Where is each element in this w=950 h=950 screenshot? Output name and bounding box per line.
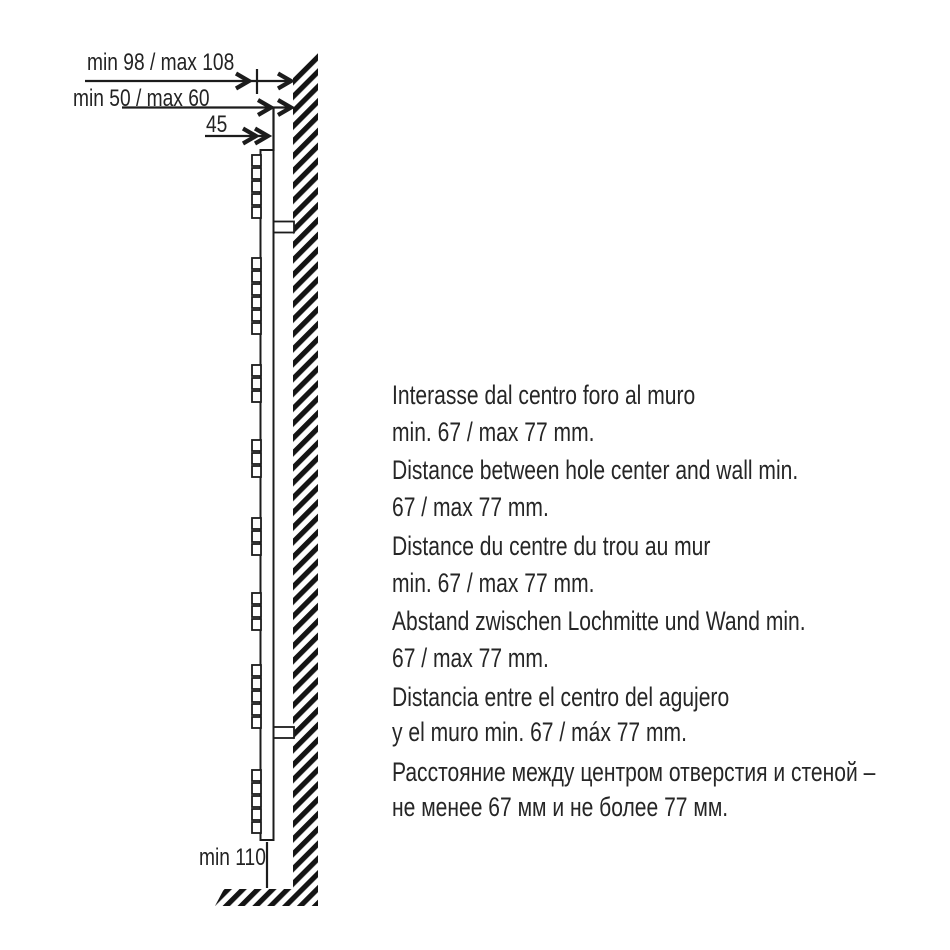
note-italian-2: min. 67 / max 77 mm.: [392, 417, 595, 447]
wall-hatch: [293, 52, 318, 906]
wall-brackets: [273, 222, 294, 739]
note-french-2: min. 67 / max 77 mm.: [392, 568, 595, 598]
dim-label-top-outer: min 98 / max 108: [87, 49, 235, 76]
floor-hatch: [215, 889, 318, 906]
dim-label-top-middle: min 50 / max 60: [73, 85, 210, 112]
note-german-2: 67 / max 77 mm.: [392, 643, 549, 673]
wall-bracket-top: [273, 222, 294, 233]
note-english-2: 67 / max 77 mm.: [392, 492, 549, 522]
dim-label-top-inner: 45: [206, 111, 228, 138]
note-spanish-1: Distancia entre el centro del agujero: [392, 682, 730, 712]
wall-bracket-bottom: [273, 727, 294, 738]
note-italian-1: Interasse dal centro foro al muro: [392, 380, 696, 410]
note-russian-2: не менее 67 мм и не более 77 мм.: [392, 792, 729, 822]
note-spanish-2: y el muro min. 67 / máx 77 mm.: [392, 717, 687, 747]
note-french-1: Distance du centre du trou au mur: [392, 531, 711, 561]
note-russian-1: Расстояние между центром отверстия и стеной –: [392, 757, 876, 787]
note-german-1: Abstand zwischen Lochmitte und Wand min.: [392, 606, 806, 636]
radiator-panel: [261, 150, 274, 840]
dim-label-bottom: min 110: [199, 844, 266, 871]
note-english-1: Distance between hole center and wall min.: [392, 455, 799, 485]
